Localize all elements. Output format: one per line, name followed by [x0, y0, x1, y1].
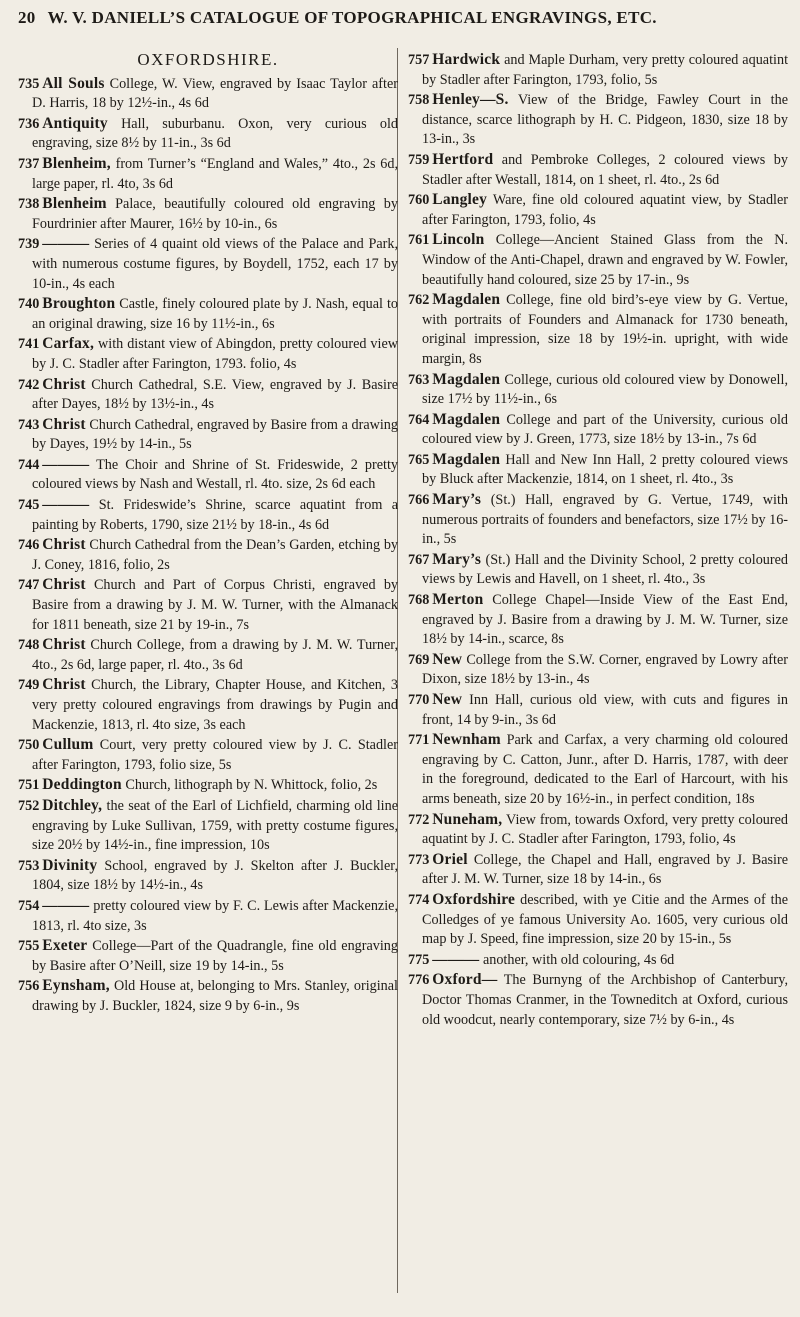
entry-number: 775 [408, 951, 430, 968]
catalogue-entry-771 [408, 730, 788, 809]
entry-number: 762 [408, 292, 430, 309]
entry-number: 774 [408, 891, 430, 908]
entry-number: 746 [18, 537, 40, 554]
entry-number: 760 [408, 192, 430, 209]
catalogue-entry-746 [18, 535, 398, 575]
entry-number: 740 [18, 296, 40, 313]
entry-description: another, with old colouring, 4s 6d [482, 951, 675, 968]
entry-description: College, the Chapel and Hall, engraved by J. Basire after J. M. W. Turner, size 18 by 14-in., 6s [422, 851, 788, 888]
entry-number: 767 [408, 551, 430, 568]
entry-description: College—Ancient Stained Glass from the N. Window of the Anti-Chapel, drawn and engraved by W. Fowler, beautifully hand coloured, size 25 by 17-in., 9s [422, 232, 789, 288]
entry-number: 750 [18, 737, 40, 754]
entry-number: 741 [18, 336, 40, 353]
catalogue-entry-756 [18, 976, 398, 1016]
entry-description: Church College, from a drawing by J. M. W. Turner, 4to., 2s 6d, large paper, rl. 4to., 3s 6d [32, 637, 398, 673]
entry-description: (St.) Hall, engraved by G. Vertue, 1749, with numerous portraits of founders and benefactors, size 17½ by 16-in., 5s [422, 492, 789, 548]
entry-description: Park and Carfax, a very charming old coloured engraving by C. Catton, Junr., after D. Harris, 1787, with deer in the foreground, dedicated to the Earl of Harcourt, with his arms beneath, size 20 by 16½-in., in perfect condition, 18s [422, 732, 788, 807]
entry-number: 758 [408, 92, 430, 109]
entry-description: College, curious old coloured view by Donowell, size 17½ by 11½-in., 6s [422, 371, 788, 408]
entry-name: Mary’s [432, 550, 482, 568]
entry-description: Castle, finely coloured plate by J. Nash, equal to an original drawing, size 16 by 11½-in., 6s [32, 296, 399, 332]
entry-description: College from the S.W. Corner, engraved by Lowry after Dixon, size 18½ by 13-in., 4s [422, 651, 788, 688]
catalogue-entry-737 [18, 154, 398, 194]
entry-description: Church, lithograph by N. Whittock, folio, 2s [125, 777, 378, 794]
entry-name: Lincoln [432, 231, 485, 249]
catalogue-entry-758 [408, 90, 788, 150]
entry-name: Magdalen [432, 291, 501, 309]
right-entry-list [408, 50, 788, 1030]
entry-number: 757 [408, 52, 430, 68]
entry-number: 748 [18, 637, 40, 654]
catalogue-entry-754 [18, 896, 398, 936]
entry-description: Palace, beautifully coloured old engraving by Fourdrinier after Maurer, 16½ by 10-in., 6s [32, 196, 398, 232]
entry-number: 773 [408, 851, 430, 868]
catalogue-entry-750 [18, 735, 398, 775]
entry-description: Court, very pretty coloured view by J. C. Stadler after Farington, 1793, folio size, 5s [32, 737, 398, 773]
entry-name: Nuneham, [432, 810, 503, 828]
entry-description: with distant view of Abingdon, pretty coloured view by J. C. Stadler after Farington, 1793. folio, 4s [32, 336, 398, 372]
entry-description: Church Cathedral from the Dean’s Garden, etching by J. Coney, 1816, folio, 2s [32, 537, 399, 573]
catalogue-entry-765 [408, 450, 788, 490]
catalogue-entry-751 [18, 775, 398, 796]
entry-name: Blenheim, [42, 154, 111, 172]
entry-number: 755 [18, 938, 40, 955]
entry-number: 763 [408, 371, 430, 388]
entry-number: 743 [18, 416, 40, 433]
entry-description: Old House at, belonging to Mrs. Stanley, original drawing by J. Buckler, 1824, size 9 by 6-in., 9s [32, 978, 398, 1014]
entry-name: Eynsham, [42, 977, 110, 995]
catalogue-entry-740 [18, 294, 398, 334]
entry-number: 751 [18, 777, 40, 794]
catalogue-entry-762 [408, 290, 788, 369]
catalogue-entry-743 [18, 415, 398, 455]
catalogue-entry-772 [408, 810, 788, 850]
entry-description: View of the Bridge, Fawley Court in the distance, scarce lithograph by H. C. Pidgeon, 1830, size 18 by 13-in., 3s [422, 92, 788, 148]
entry-name: Christ [42, 636, 86, 654]
catalogue-entry-744 [18, 455, 398, 495]
entry-description: Church, the Library, Chapter House, and Kitchen, 3 very pretty coloured engravings from drawings by Pugin and Mackenzie, 1813, rl. 4to size, 3s each [32, 677, 398, 733]
catalogue-entry-739 [18, 234, 398, 294]
entry-description: The Choir and Shrine of St. Frideswide, 2 pretty coloured views by Nash and Westall, rl. 4to. size, 2s 6d each [32, 456, 398, 493]
catalogue-entry-769 [408, 650, 788, 690]
entry-number: 739 [18, 236, 40, 253]
entry-description: from Turner’s “England and Wales,” 4to., 2s 6d, large paper, rl. 4to, 3s 6d [32, 155, 398, 192]
page-number: 20 [18, 8, 36, 27]
catalogue-entry-736 [18, 114, 398, 154]
catalogue-entry-766 [408, 490, 788, 550]
entry-name: Oriel [432, 850, 468, 868]
entry-name: New [432, 691, 463, 708]
entry-number: 736 [18, 115, 40, 132]
catalogue-entry-763 [408, 370, 788, 410]
entry-number: 766 [408, 492, 430, 509]
section-title: OXFORDSHIRE. [137, 50, 279, 69]
right-column [408, 50, 788, 1030]
entry-name: Newnham [432, 731, 501, 749]
catalogue-entry-761 [408, 230, 788, 290]
entry-description: Series of 4 quaint old views of the Palace and Park, with numerous costume figures, by Boydell, 1752, each 17 by 10-in., 4s each [32, 236, 399, 292]
entry-number: 742 [18, 376, 40, 393]
entry-description: the seat of the Earl of Lichfield, charming old line engraving by Luke Sullivan, 1759, with pretty costume figures, size 20½ by 14½-in., fine impression, 10s [32, 797, 398, 854]
entry-number: 769 [408, 651, 430, 668]
entry-name: ——— [42, 896, 90, 914]
catalogue-entry-747 [18, 575, 398, 635]
catalogue-entry-741 [18, 334, 398, 374]
entry-number: 770 [408, 692, 430, 708]
entry-number: 747 [18, 577, 40, 594]
catalogue-entry-760 [408, 190, 788, 230]
entry-description: College Chapel—Inside View of the East End, engraved by J. Basire from a drawing by J. M. W. Turner, size 18½ by 14-in., scarce, 8s [422, 592, 789, 648]
catalogue-entry-773 [408, 850, 788, 890]
entry-name: Exeter [42, 937, 88, 955]
catalogue-entry-738 [18, 194, 398, 234]
entry-name: Hardwick [432, 51, 501, 68]
entry-name: Oxfordshire [432, 890, 516, 908]
entry-number: 752 [18, 797, 40, 814]
entry-name: ——— [432, 950, 480, 968]
catalogue-entry-735 [18, 74, 398, 114]
running-head [18, 8, 788, 28]
catalogue-entry-753 [18, 856, 398, 896]
entry-number: 759 [408, 151, 430, 168]
entry-description: pretty coloured view by F. C. Lewis after Mackenzie, 1813, rl. 4to size, 3s [32, 897, 398, 934]
entry-name: Oxford— [432, 971, 498, 989]
entry-number: 772 [408, 811, 430, 828]
entry-name: Magdalen [432, 410, 501, 428]
entry-description: College—Part of the Quadrangle, fine old engraving by Basire after O’Neill, size 19 by 14-in., 5s [32, 938, 398, 974]
entry-number: 765 [408, 451, 430, 468]
left-entry-list [18, 74, 398, 1017]
entry-description: Inn Hall, curious old view, with cuts and figures in front, 14 by 9-in., 3s 6d [422, 692, 789, 728]
entry-name: New [432, 650, 463, 668]
entry-number: 771 [408, 732, 430, 749]
entry-description: School, engraved by J. Skelton after J. Buckler, 1804, size 18½ by 14½-in., 4s [32, 857, 399, 894]
entry-number: 768 [408, 592, 430, 609]
catalogue-entry-764 [408, 410, 788, 450]
entry-name: Merton [432, 591, 484, 609]
entry-name: Ditchley, [42, 796, 103, 814]
entry-name: Mary’s [432, 491, 482, 509]
entry-name: Christ [42, 576, 86, 594]
entry-name: Divinity [42, 856, 98, 874]
entry-description: College, fine old bird’s-eye view by G. Vertue, with portraits of Founders and Almanack for 1730 beneath, original impression, size 18 by 19½-in. upright, with wide margin, 8s [422, 292, 789, 367]
entry-name: Magdalen [432, 370, 501, 388]
entry-number: 738 [18, 196, 40, 213]
entry-name: Hertford [432, 150, 494, 168]
entry-name: ——— [42, 235, 90, 253]
catalogue-entry-748 [18, 635, 398, 675]
entry-description: described, with ye Citie and the Armes of the Colledges of ye famous University Ao. 1605, very curious old map by J. Speed, fine impression, size 20 by 15-in., 5s [422, 891, 789, 948]
entry-description: Hall and New Inn Hall, 2 pretty coloured views by Bluck after Mackenzie, 1814, on 1 sheet, rl. 4to., 3s [422, 451, 789, 488]
entry-number: 735 [18, 75, 40, 92]
entry-description: College, W. View, engraved by Isaac Taylor after D. Harris, 18 by 12½-in., 4s 6d [32, 75, 398, 112]
catalogue-entry-759 [408, 150, 788, 190]
entry-description: and Pembroke Colleges, 2 coloured views by Stadler after Westall, 1814, on 1 sheet, rl. 4to., 2s 6d [422, 151, 788, 188]
entry-description: St. Frideswide’s Shrine, scarce aquatint from a painting by Roberts, 1790, size 21½ by 18-in., 4s 6d [32, 497, 398, 533]
entry-number: 744 [18, 456, 40, 473]
entry-description: Hall, suburbanu. Oxon, very curious old engraving, size 8½ by 11-in., 3s 6d [32, 115, 398, 152]
entry-name: ——— [42, 455, 90, 473]
entry-number: 749 [18, 677, 40, 694]
catalogue-entry-768 [408, 590, 788, 650]
entry-name: Antiquity [42, 114, 108, 132]
catalogue-entry-742 [18, 375, 398, 415]
entry-description: Church Cathedral, S.E. View, engraved by J. Basire after Dayes, 18½ by 13½-in., 4s [32, 376, 398, 413]
entry-name: Blenheim [42, 195, 107, 213]
entry-description: and Maple Durham, very pretty coloured aquatint by Stadler after Farington, 1793, folio, 5s [422, 52, 789, 88]
entry-name: Deddington [42, 776, 122, 794]
entry-name: All Souls [42, 74, 105, 92]
entry-description: (St.) Hall and the Divinity School, 2 pretty coloured views by Lewis and Havell, on 1 sheet, rl. 4to., 3s [422, 551, 788, 588]
entry-description: Church and Part of Corpus Christi, engraved by Basire from a drawing by J. M. W. Turner, with the Almanack for 1811 beneath, size 21 by 19-in., 7s [32, 577, 399, 633]
entry-description: View from, towards Oxford, very pretty coloured aquatint by J. C. Stadler after Farington, 1793, folio, 4s [422, 811, 788, 848]
catalogue-entry-776 [408, 970, 788, 1030]
entry-number: 753 [18, 857, 40, 874]
entry-description: Church Cathedral, engraved by Basire from a drawing by Dayes, 19½ by 14-in., 5s [32, 416, 398, 453]
entry-name: Christ [42, 375, 86, 393]
entry-description: The Burnyng of the Archbishop of Canterbury, Doctor Thomas Cranmer, in the Towneditch at Oxford, curious old woodcut, nearly contemporary, size 7½ by 6-in., 4s [422, 972, 788, 1028]
catalogue-entry-745 [18, 495, 398, 535]
left-column [18, 50, 398, 1017]
catalogue-entry-749 [18, 675, 398, 735]
entry-number: 754 [18, 897, 40, 914]
entry-name: Christ [42, 676, 86, 694]
catalogue-title: W. V. DANIELL’S CATALOGUE OF TOPOGRAPHICAL ENGRAVINGS, ETC. [47, 8, 657, 27]
entry-name: Carfax, [42, 335, 95, 353]
catalogue-entry-770 [408, 690, 788, 730]
entry-number: 737 [18, 155, 40, 172]
entry-number: 745 [18, 497, 40, 514]
entry-number: 776 [408, 972, 430, 989]
catalogue-entry-775 [408, 950, 788, 971]
entry-name: Christ [42, 415, 86, 433]
catalogue-entry-774 [408, 890, 788, 950]
entry-description: College and part of the University, curious old coloured view by J. Green, 1773, size 18½ by 13-in., 7s 6d [422, 411, 788, 448]
entry-name: Cullum [42, 736, 94, 754]
entry-name: Magdalen [432, 450, 501, 468]
entry-name: Broughton [42, 295, 116, 313]
entry-name: Henley—S. [432, 91, 509, 109]
entry-name: ——— [42, 496, 90, 514]
catalogue-entry-752 [18, 796, 398, 856]
entry-number: 764 [408, 411, 430, 428]
entry-description: Ware, fine old coloured aquatint view, by Stadler after Farington, 1793, folio, 4s [422, 192, 789, 228]
catalogue-entry-755 [18, 936, 398, 976]
entry-name: Christ [42, 536, 86, 554]
catalogue-entry-767 [408, 550, 788, 590]
catalogue-entry-757 [408, 50, 788, 90]
entry-number: 756 [18, 978, 40, 995]
entry-name: Langley [432, 191, 488, 209]
entry-number: 761 [408, 232, 430, 249]
